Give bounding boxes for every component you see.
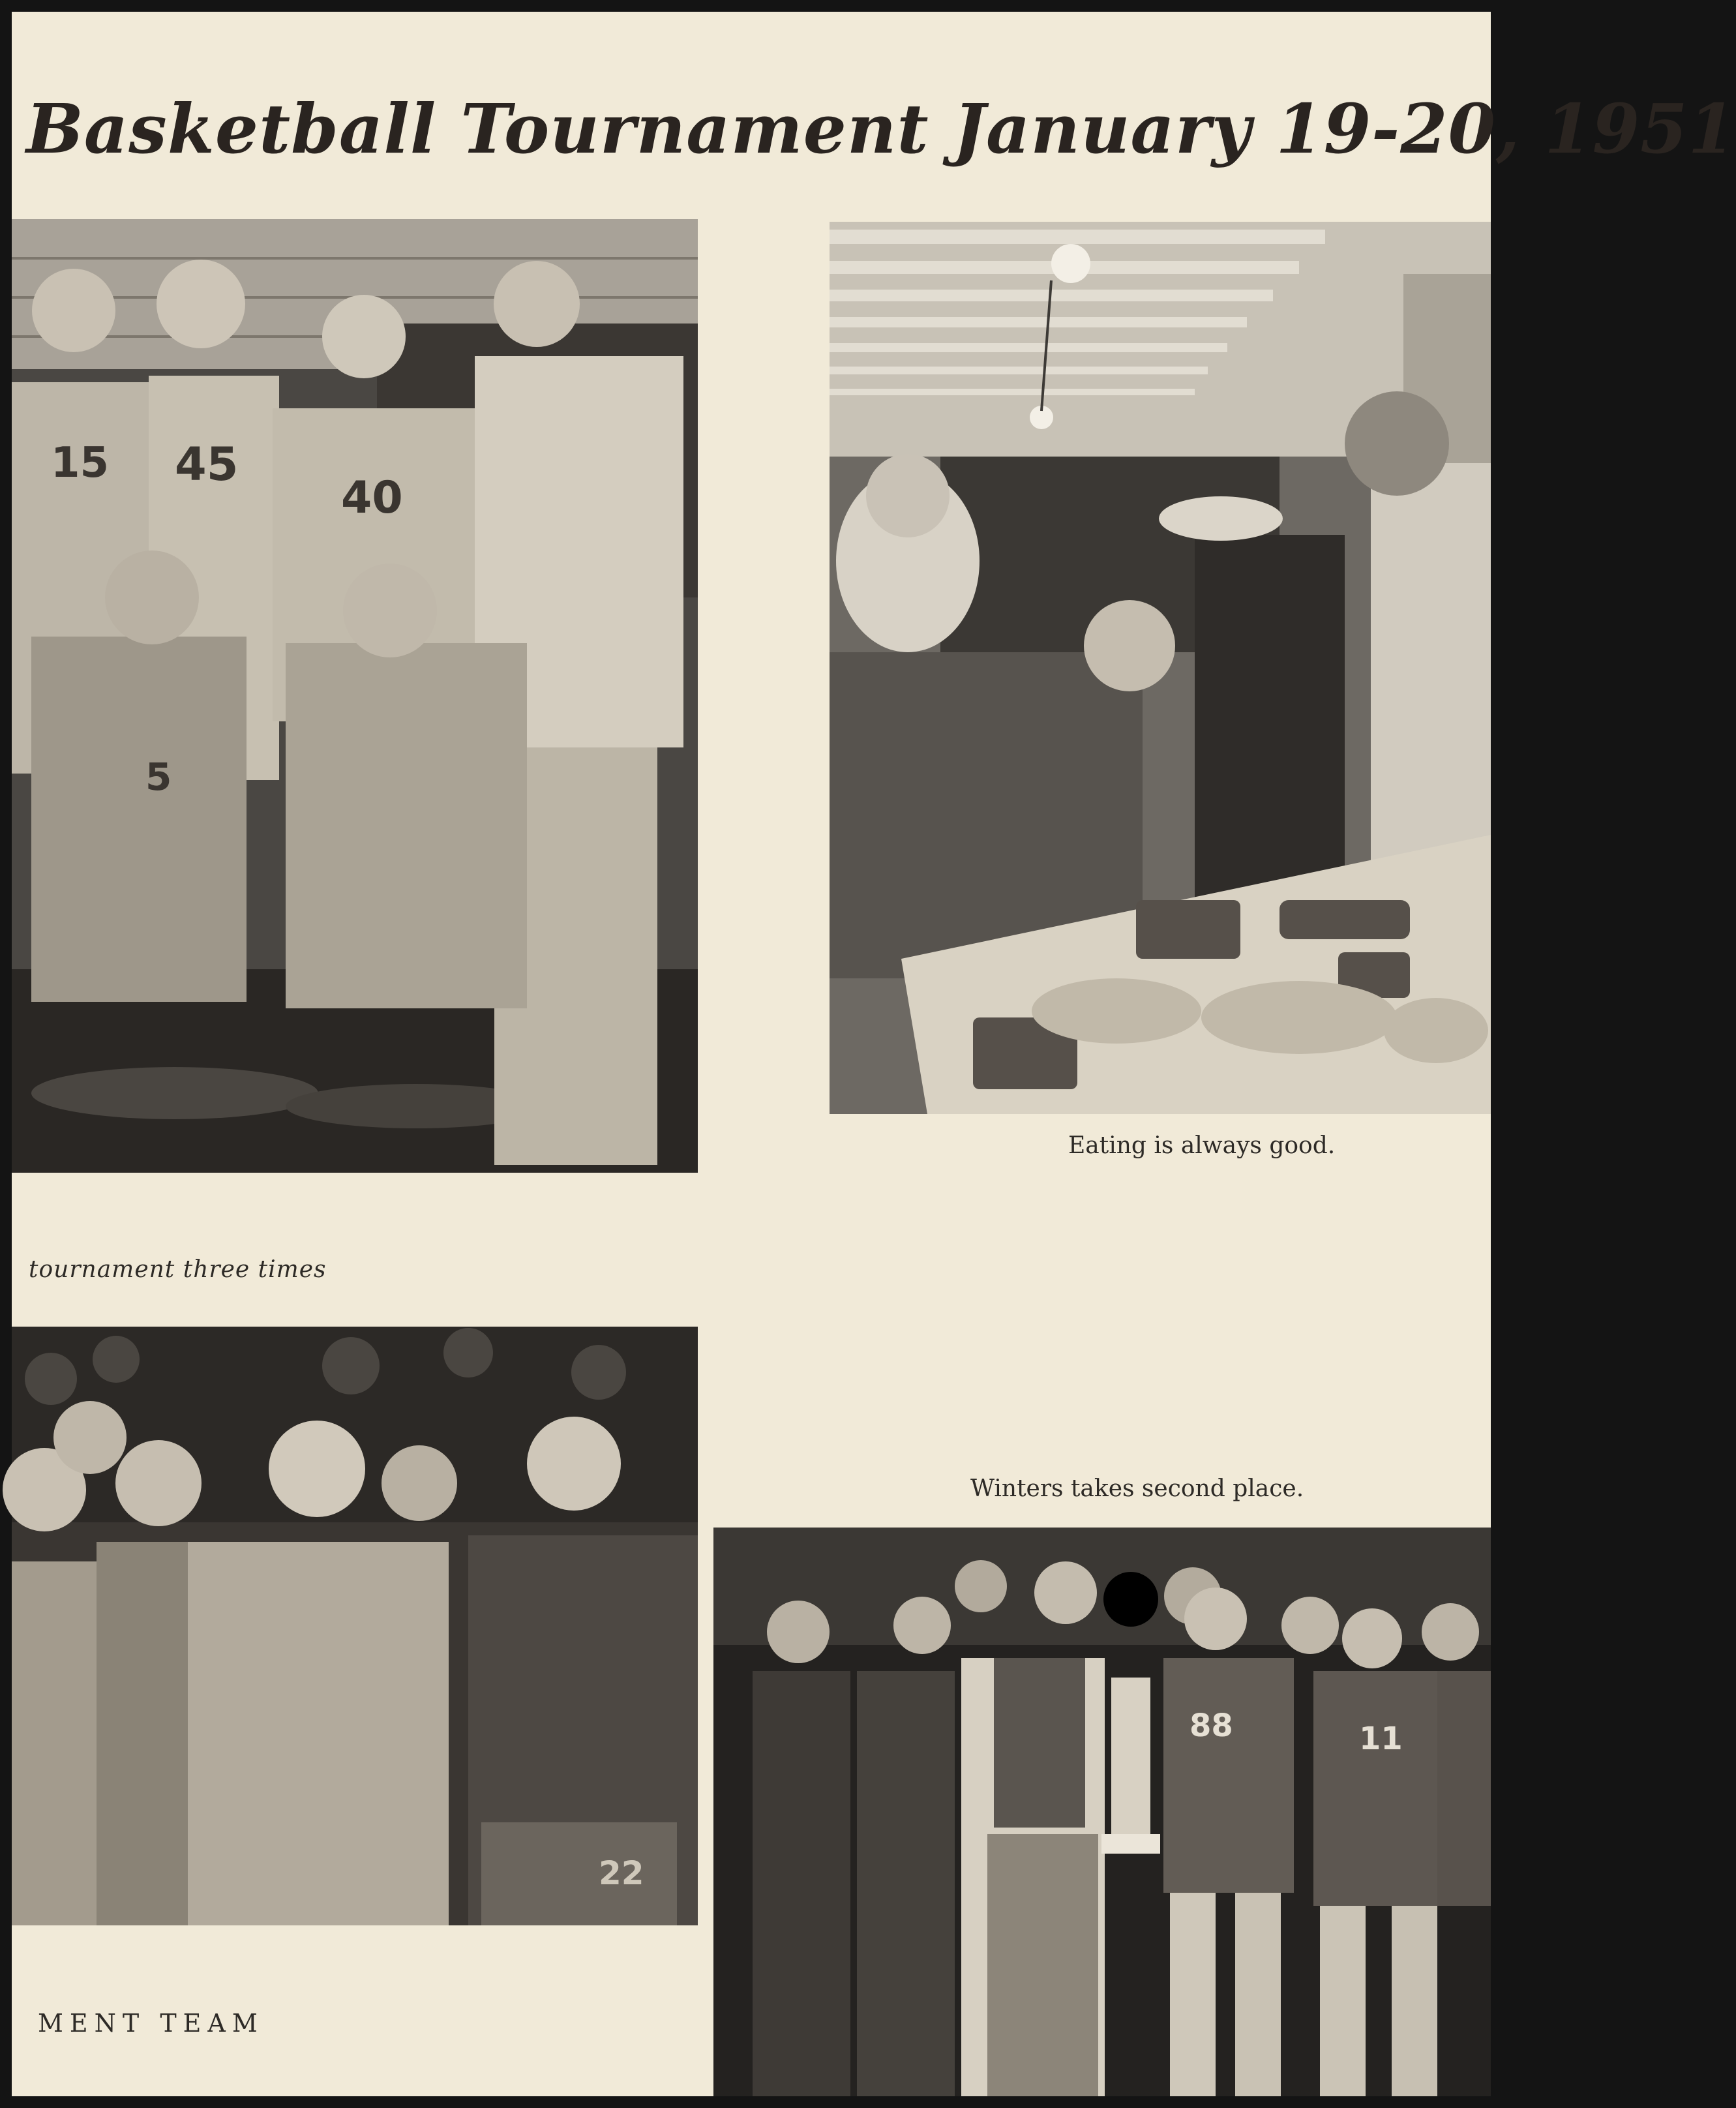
page-title: Basketball Tournament January 19-20, 1951 bbox=[26, 89, 1736, 169]
yearbook-page bbox=[12, 12, 1736, 2096]
champion-team-photo bbox=[12, 219, 698, 1173]
winners-trophy-photo bbox=[713, 1528, 1491, 2096]
food-table-photo bbox=[830, 222, 1491, 1114]
caption-second-place: Winters takes second place. bbox=[970, 1475, 1304, 1502]
jersey-number: 11 bbox=[1359, 1721, 1403, 1757]
jersey-number: 40 bbox=[341, 472, 403, 524]
caption-eating: Eating is always good. bbox=[1068, 1132, 1336, 1159]
jersey-number: 88 bbox=[1190, 1708, 1233, 1744]
jersey-number: 22 bbox=[599, 1854, 644, 1892]
jersey-number: 15 bbox=[51, 439, 110, 487]
tournament-team-photo bbox=[12, 1327, 698, 1925]
caption-tournament-times: tournament three times bbox=[29, 1256, 327, 1283]
jersey-number: 45 bbox=[175, 438, 239, 491]
caption-team: MENT TEAM bbox=[38, 2009, 264, 2038]
jersey-number: 5 bbox=[145, 755, 172, 799]
